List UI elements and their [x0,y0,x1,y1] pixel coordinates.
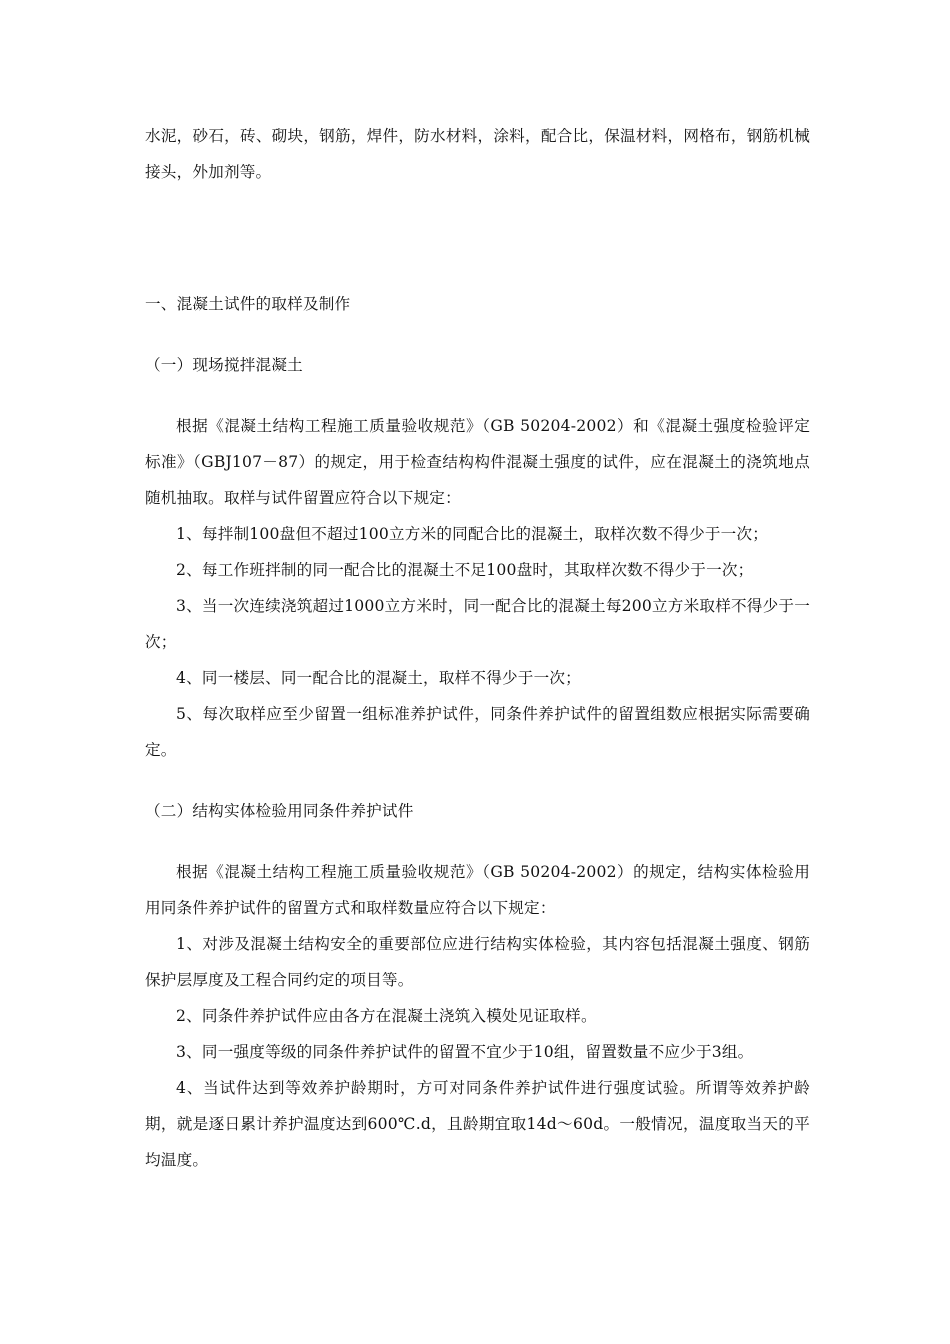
section-heading: 一、混凝土试件的取样及制作 [145,295,351,313]
list-item: 2、每工作班拌制的同一配合比的混凝土不足100盘时，其取样次数不得少于一次； [176,561,754,579]
subsection-heading: （二）结构实体检验用同条件养护试件 [145,802,414,820]
list-item: 5、每次取样应至少留置一组标准养护试件，同条件养护试件的留置组数应根据实际需要确定。 [145,705,810,759]
list-item: 3、当一次连续浇筑超过1000立方米时，同一配合比的混凝土每200立方米取样不得少于一次； [145,597,810,651]
document-body [145,118,810,1178]
spacer [145,829,810,854]
list-item: 1、每拌制100盘但不超过100立方米的同配合比的混凝土，取样次数不得少于一次； [176,525,769,543]
body-paragraph: 根据《混凝土结构工程施工质量验收规范》（GB 50204-2002）和《混凝土强度检验评定标准》（GBJ107－87）的规定，用于检查结构构件混凝土强度的试件，应在混凝土的浇筑地点随机抽取。取样与试件留置应符合以下规定： [145,417,810,507]
spacer [145,322,810,347]
list-item: 2、同条件养护试件应由各方在混凝土浇筑入模处见证取样。 [176,1007,597,1025]
body-paragraph: 根据《混凝土结构工程施工质量验收规范》（GB 50204-2002）的规定，结构实体检验用用同条件养护试件的留置方式和取样数量应符合以下规定： [145,863,810,917]
list-item: 1、对涉及混凝土结构安全的重要部位应进行结构实体检验，其内容包括混凝土强度、钢筋保护层厚度及工程合同约定的项目等。 [145,935,810,989]
list-item: 4、当试件达到等效养护龄期时，方可对同条件养护试件进行强度试验。所谓等效养护龄期，就是逐日累计养护温度达到600℃.d，且龄期宜取14d～60d。一般情况，温度取当天的平均温度。 [145,1079,810,1169]
spacer [145,190,810,286]
list-item: 4、同一楼层、同一配合比的混凝土，取样不得少于一次； [176,669,581,687]
spacer [145,768,810,793]
subsection-heading: （一）现场搅拌混凝土 [145,356,303,374]
list-item: 3、同一强度等级的同条件养护试件的留置不宜少于10组，留置数量不应少于3组。 [176,1043,754,1061]
spacer [145,383,810,408]
intro-paragraph: 水泥，砂石，砖、砌块，钢筋，焊件，防水材料，涂料，配合比，保温材料，网格布，钢筋机械接头，外加剂等。 [145,127,810,181]
